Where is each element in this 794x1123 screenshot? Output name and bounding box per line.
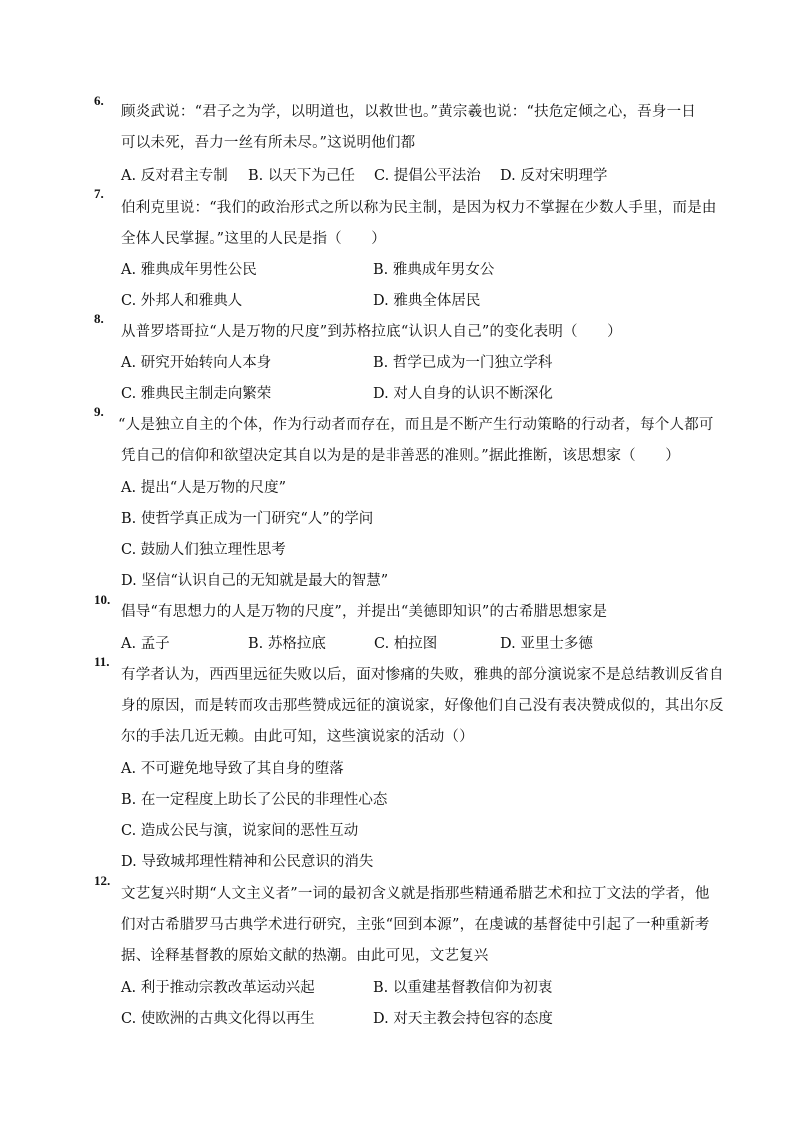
option-b: B. 雅典成年男女公 [373,262,495,278]
question-stem-line: 文艺复兴时期“人文主义者”一词的最初含义就是指那些精通希腊艺术和拉丁文法的学者，他 [121,886,710,902]
question-stem-line: 顾炎武说：“君子之为学，以明道也，以救世也。”黄宗羲也说：“扶危定倾之心，吾身一日 [121,104,696,120]
question-stem-line: 凭自己的信仰和欲望决定其自以为是的是非善恶的准则。”据此推断，该思想家（ ） [121,448,680,464]
question-stem-line: 可以未死，吾力一丝有所未尽。”这说明他们都 [121,135,416,151]
option-d: D. 亚里士多德 [500,636,593,652]
option-a: A. 提出“人是万物的尺度” [121,480,287,496]
option-a: A. 不可避免地导致了其自身的堕落 [121,761,344,777]
option-b: B. 哲学已成为一门独立学科 [373,355,553,371]
option-b: B. 在一定程度上助长了公民的非理性心态 [121,792,388,808]
option-c: C. 雅典民主制走向繁荣 [121,386,272,402]
question-number: 11. [94,654,110,669]
option-c: C. 使欧洲的古典文化得以再生 [121,1011,315,1027]
option-d: D. 雅典全体居民 [373,293,481,309]
question-stem-line: 身的原因，而是转而攻击那些赞成远征的演说家，好像他们自己没有表决赞成似的，其出尔反 [121,698,724,714]
question-number: 8. [94,311,104,326]
question-stem-line: 全体人民掌握。”这里的人民是指（ ） [121,231,386,247]
option-c: C. 造成公民与演，说家间的恶性互动 [121,823,359,839]
option-d: D. 坚信“认识自己的无知就是最大的智慧” [121,573,389,589]
question-number: 10. [94,592,111,607]
option-c: C. 柏拉图 [374,636,438,652]
option-b: B. 苏格拉底 [248,636,326,652]
option-a: A. 反对君主专制 [121,168,228,184]
option-c: C. 鼓励人们独立理性思考 [121,542,286,558]
option-d: D. 对天主教会持包容的态度 [373,1011,553,1027]
question-number: 7. [94,186,104,201]
question-stem-line: 据、诠释基督教的原始文献的热潮。由此可见，文艺复兴 [121,948,489,964]
question-number: 9. [94,404,104,419]
option-d: D. 对人自身的认识不断深化 [373,386,553,402]
option-d: D. 导致城邦理性精神和公民意识的消失 [121,854,374,870]
option-a: A. 雅典成年男性公民 [121,262,257,278]
option-a: A. 孟子 [121,636,170,652]
question-stem-line: 从普罗塔哥拉“人是万物的尺度”到苏格拉底“认识人自己”的变化表明（ ） [121,324,622,340]
question-stem-line: 伯利克里说：“我们的政治形式之所以称为民主制，是因为权力不掌握在少数人手里，而是由 [121,200,717,216]
option-a: A. 利于推动宗教改革运动兴起 [121,980,315,996]
option-b: B. 以天下为己任 [248,168,355,184]
question-stem-line: 有学者认为，西西里远征失败以后，面对惨痛的失败，雅典的部分演说家不是总结教训反省自 [121,667,724,683]
question-stem-line: 倡导“有思想力的人是万物的尺度”，并提出“美德即知识”的古希腊思想家是 [121,604,608,620]
question-stem-line: “人是独立自主的个体，作为行动者而存在，而且是不断产生行动策略的行动者，每个人都可 [118,417,714,433]
option-b: B. 使哲学真正成为一门研究“人”的学问 [121,511,374,527]
question-number: 6. [94,93,104,108]
option-b: B. 以重建基督教信仰为初衷 [373,980,553,996]
option-a: A. 研究开始转向人本身 [121,355,272,371]
question-number: 12. [94,873,111,888]
option-c: C. 外邦人和雅典人 [121,293,243,309]
option-c: C. 提倡公平法治 [374,168,481,184]
question-stem-line: 们对古希腊罗马古典学术进行研究，主张“回到本源”，在虔诚的基督徒中引起了一种重新考 [121,917,710,933]
option-d: D. 反对宋明理学 [500,168,608,184]
question-stem-line: 尔的手法几近无赖。由此可知，这些演说家的活动（） [121,729,474,745]
